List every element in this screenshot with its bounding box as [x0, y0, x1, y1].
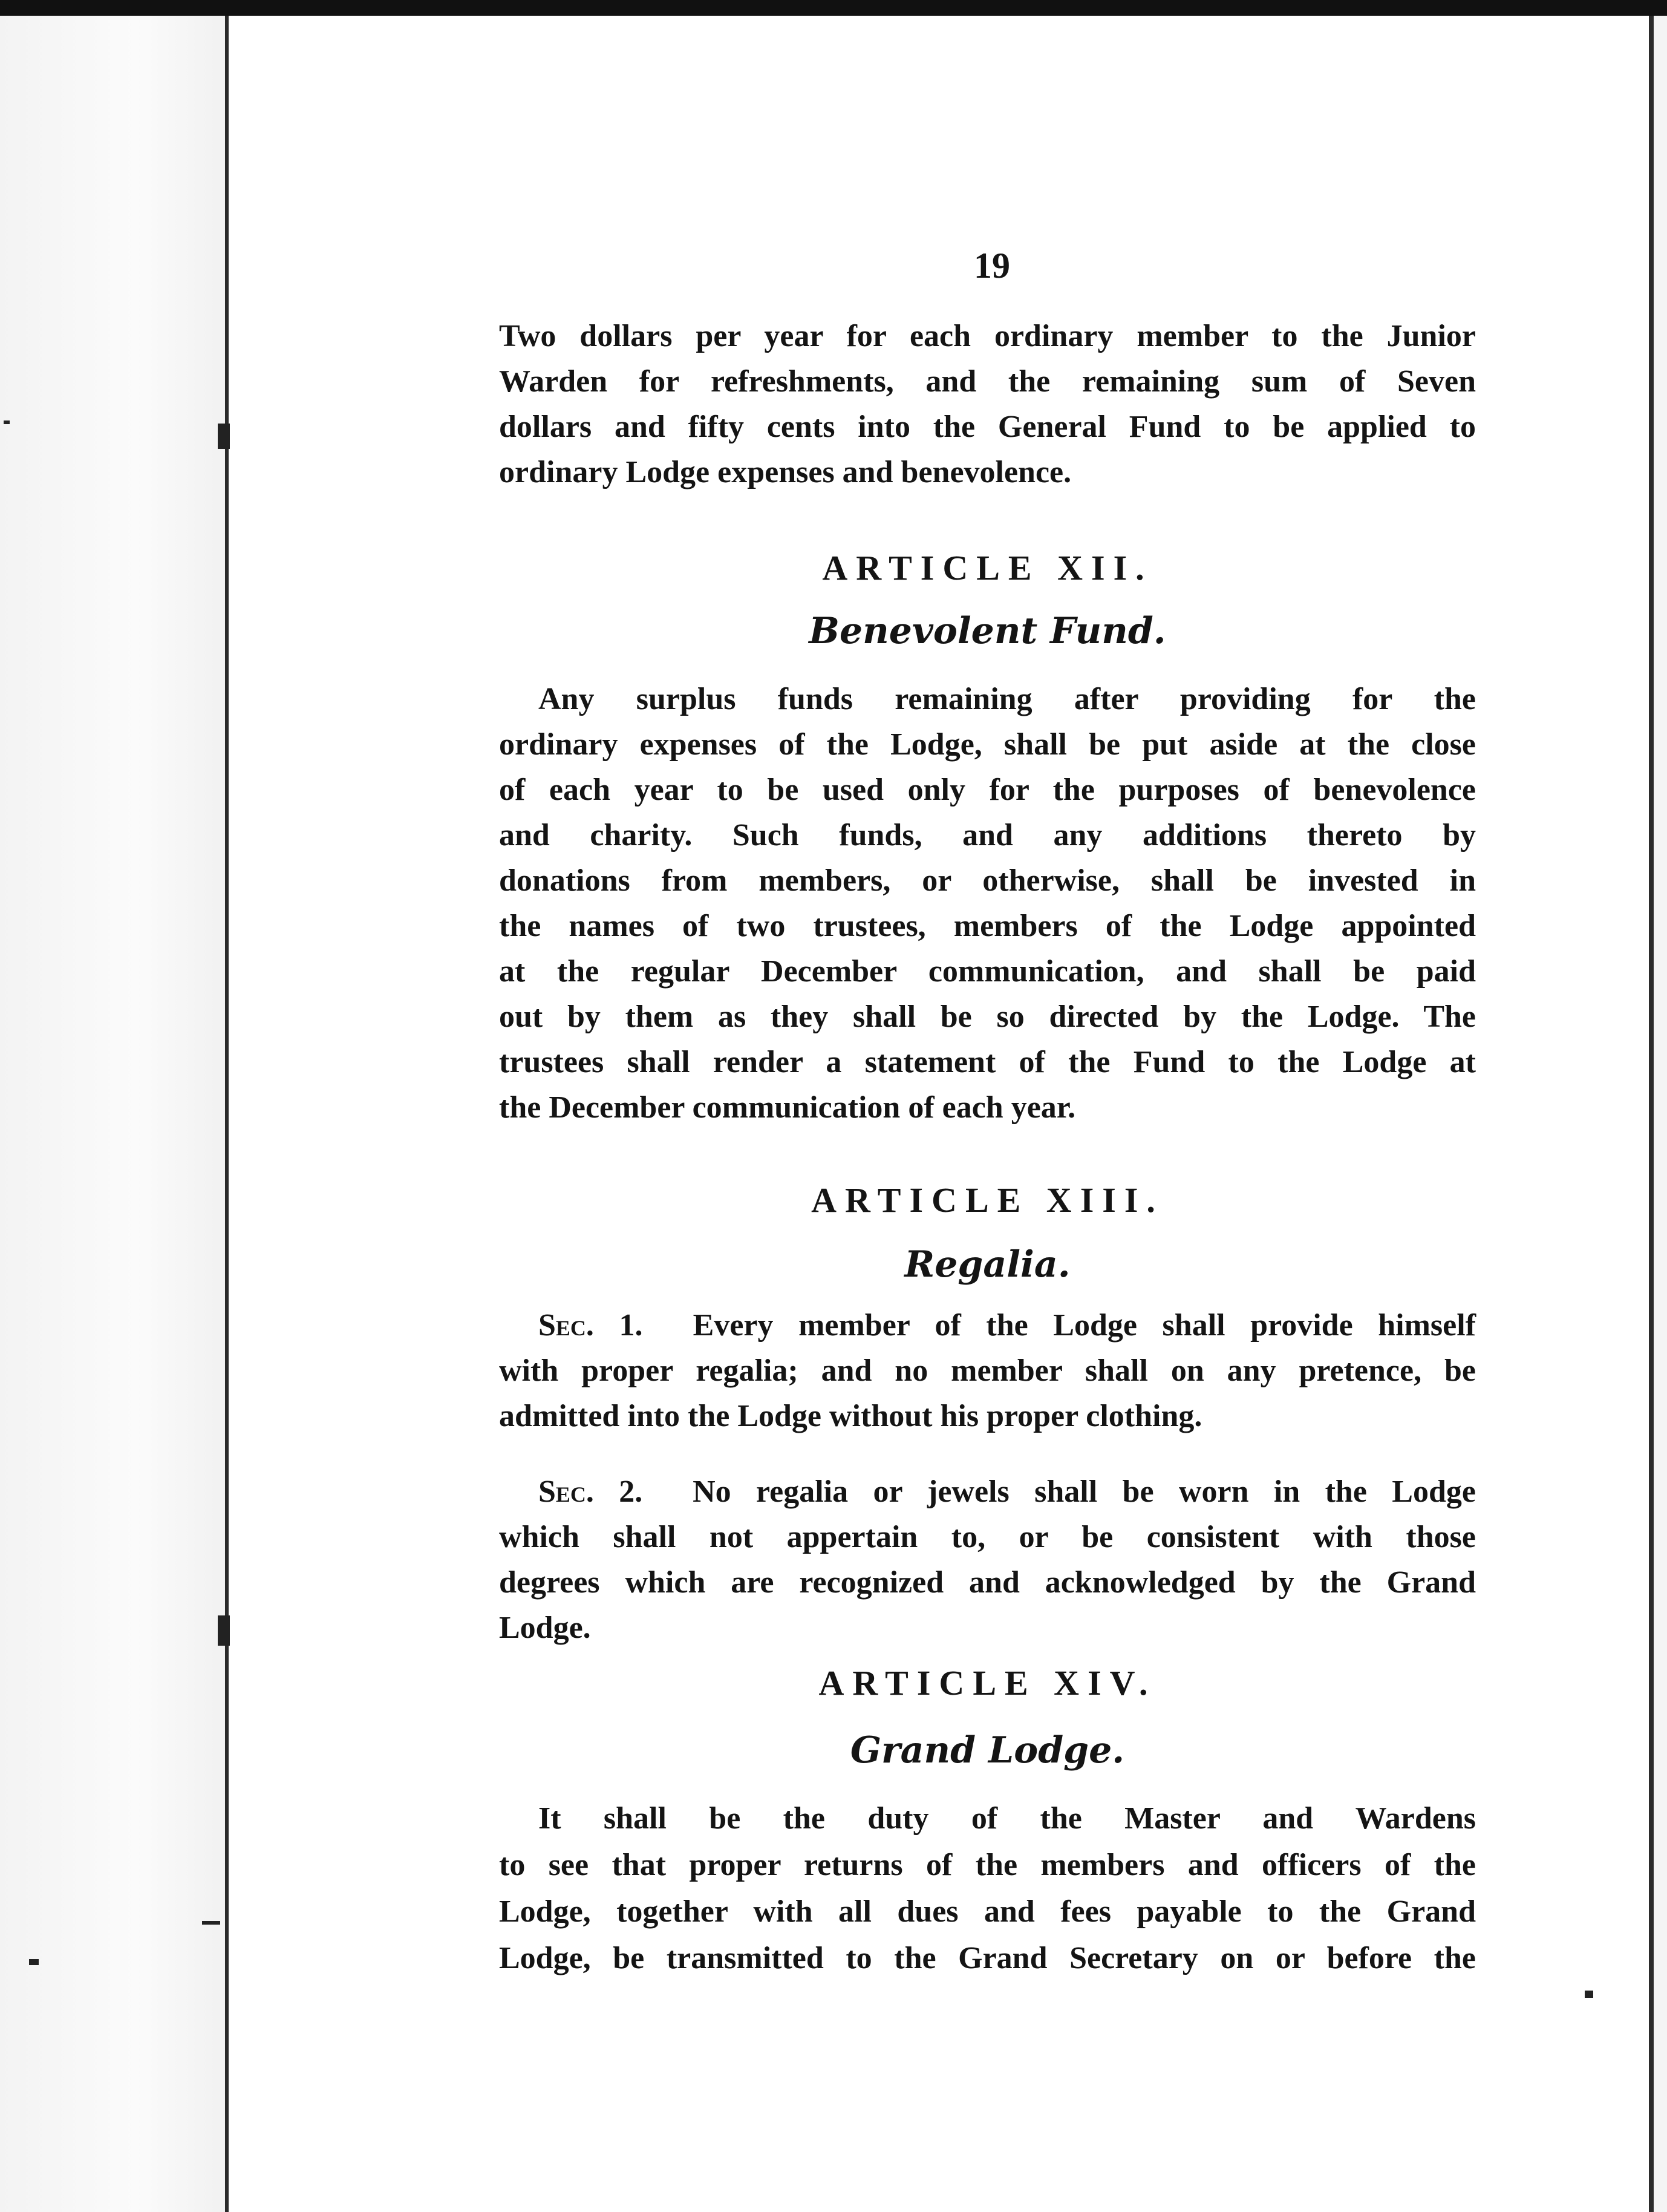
text-line: admitted into the Lodge without his proper clothing.: [499, 1399, 1202, 1433]
text-line: Lodge, together with all dues and fees payable to the Grand: [499, 1894, 1476, 1929]
text-line: dollars and fifty cents into the General Fund to be applied to: [499, 410, 1476, 444]
section-label: Sec. 2.: [538, 1474, 643, 1509]
text-line: donations from members, or otherwise, shall be invested in: [499, 863, 1476, 898]
text-line: Lodge.: [499, 1611, 591, 1645]
text-line: degrees which are recognized and acknowledged by the Grand: [499, 1565, 1476, 1600]
text-line: ordinary Lodge expenses and benevolence.: [499, 455, 1072, 489]
text-line: [538, 1473, 1476, 1511]
text-line: to see that proper returns of the members and officers of the: [499, 1848, 1476, 1882]
text-line: Lodge, be transmitted to the Grand Secretary on or before the: [499, 1941, 1476, 1975]
article-heading: ARTICLE XIV.: [818, 1663, 1156, 1703]
text-line: It shall be the duty of the Master and Wardens: [538, 1801, 1476, 1836]
text-line: with proper regalia; and no member shall on any pretence, be: [499, 1353, 1476, 1388]
article-subheading: Benevolent Fund.: [809, 610, 1166, 652]
article-heading: ARTICLE XII.: [822, 548, 1153, 587]
section-text: Every member of the Lodge shall provide himself: [693, 1308, 1476, 1343]
section-label: Sec. 1.: [538, 1308, 643, 1343]
article-subheading: Regalia.: [904, 1243, 1071, 1286]
text-line: which shall not appertain to, or be consistent with those: [499, 1520, 1476, 1554]
text-line: ordinary expenses of the Lodge, shall be put aside at the close: [499, 727, 1476, 762]
text-line: the names of two trustees, members of the Lodge appointed: [499, 909, 1476, 943]
article-subheading: Grand Lodge.: [850, 1729, 1125, 1772]
text-line: trustees shall render a statement of the Fund to the Lodge at: [499, 1045, 1476, 1079]
text-line: Two dollars per year for each ordinary member to the Junior: [499, 319, 1476, 353]
section-text: No regalia or jewels shall be worn in the Lodge: [693, 1474, 1476, 1509]
text-line: and charity. Such funds, and any additions thereto by: [499, 818, 1476, 852]
text-line: [538, 1307, 1476, 1344]
text-line: the December communication of each year.: [499, 1090, 1076, 1125]
page-number: 19: [974, 246, 1010, 286]
text-line: Warden for refreshments, and the remaining sum of Seven: [499, 364, 1476, 399]
text-line: out by them as they shall be so directed by the Lodge. The: [499, 1000, 1476, 1034]
article-heading: ARTICLE XIII.: [811, 1180, 1164, 1220]
text-line: Any surplus funds remaining after providing for the: [538, 682, 1476, 716]
text-line: at the regular December communication, and shall be paid: [499, 954, 1476, 989]
text-line: of each year to be used only for the purposes of benevolence: [499, 773, 1476, 807]
